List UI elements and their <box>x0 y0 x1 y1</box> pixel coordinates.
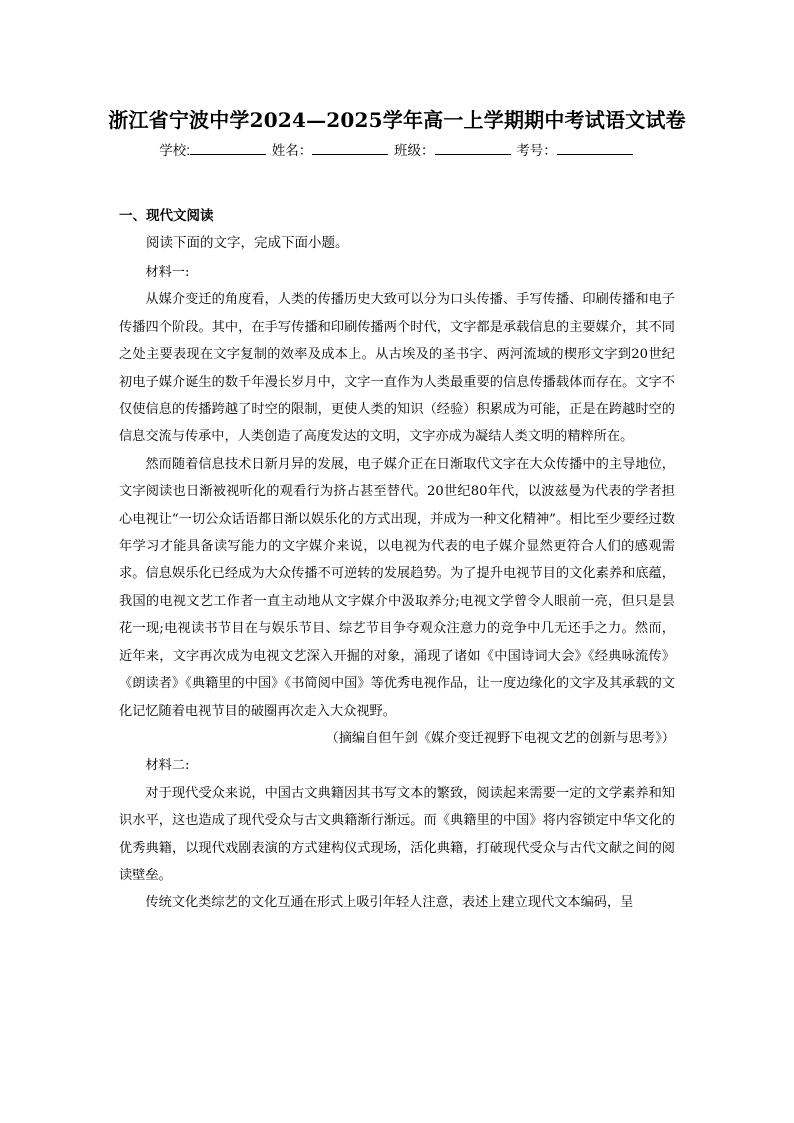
school-label: 学校: <box>159 143 190 158</box>
section-heading: 一、现代文阅读 <box>119 208 214 223</box>
material-two-label: 材料二: <box>145 758 190 774</box>
name-label: 姓名： <box>271 143 313 158</box>
class-blank[interactable] <box>435 140 511 155</box>
name-blank[interactable] <box>312 140 388 155</box>
school-blank[interactable] <box>190 140 266 155</box>
material-one-label: 材料一: <box>145 265 190 280</box>
reading-instruction: 阅读下面的文字，完成下面小题。 <box>146 235 349 250</box>
material-two-paragraph-2: 传统文化类综艺的文化互通在形式上吸引年轻人注意，表述上建立现代文本编码，呈 <box>145 895 634 911</box>
reading-passage <box>119 259 675 917</box>
exam-title: 浙江省宁波中学2024—2025学年高一上学期期中考试语文试卷 <box>108 108 686 132</box>
material-one-paragraph-2: 然而随着信息技术日新月异的发展，电子媒介正在日渐取代文字在大众传播中的主导地位，文字阅读也日渐被视听化的观看行为挤占甚至替代。20世纪80年代，以波兹曼为代表的学者担心电视让“一切公众话语都日渐以娱乐化的方式出现，并成为一种文化精神”。相比至少要经过数年学习才能具备读写能力的文字媒介来说，以电视为代表的电子媒介显然更符合人们的感观需求。信息娱乐化已经成为大众传播不可逆转的发展趋势。为了提升电视节目的文化素养和底蕴，我国的电视文艺工作者一直主动地从文字媒介中汲取养分;电视文学曾令人眼前一亮，但只是昙花一现;电视读书节目在与娱乐节目、综艺节目争夺观众注意力的竞争中几无还手之力。然而，近年来，文字再次成为电视文艺深入开掘的对象，涌现了诸如《中国诗词大会》《经典咏流传》《朗读者》《典籍里的中国》《书简阅中国》等优秀电视作品，让一度边缘化的文字及其承载的文化记忆随着电视节目的破圈再次走入大众视野。 <box>119 456 675 719</box>
material-one-paragraph-1: 从媒介变迁的角度看，人类的传播历史大致可以分为口头传播、手写传播、印刷传播和电子传播四个阶段。其中，在手写传播和印刷传播两个时代，文字都是承载信息的主要媒介，其不同之处主要表现在文字复制的效率及成本上。从古埃及的圣书字、两河流域的楔形文字到20世纪初电子媒介诞生的数千年漫长岁月中，文字一直作为人类最重要的信息传播载体而存在。文字不仅使信息的传播跨越了时空的限制，更使人类的知识（经验）积累成为可能，正是在跨越时空的信息交流与传承中，人类创造了高度发达的文明，文字亦成为凝结人类文明的精粹所在。 <box>119 292 675 445</box>
material-one-source: （摘编自但午剑《媒介变迁视野下电视文艺的创新与思考》） <box>325 730 675 746</box>
exam-number-label: 考号： <box>516 143 557 158</box>
student-info-line <box>0 139 794 159</box>
class-label: 班级： <box>394 143 435 158</box>
exam-number-blank[interactable] <box>557 140 633 155</box>
material-two-paragraph-1: 对于现代受众来说，中国古文典籍因其书写文本的繁致，阅读起来需要一定的文学素养和知识水平，这也造成了现代受众与古文典籍渐行渐远。而《典籍里的中国》将内容锁定中华文化的优秀典籍，以现代戏剧表演的方式建构仪式现场，活化典籍，打破现代受众与古代文献之间的阅读壁垒。 <box>119 785 675 883</box>
